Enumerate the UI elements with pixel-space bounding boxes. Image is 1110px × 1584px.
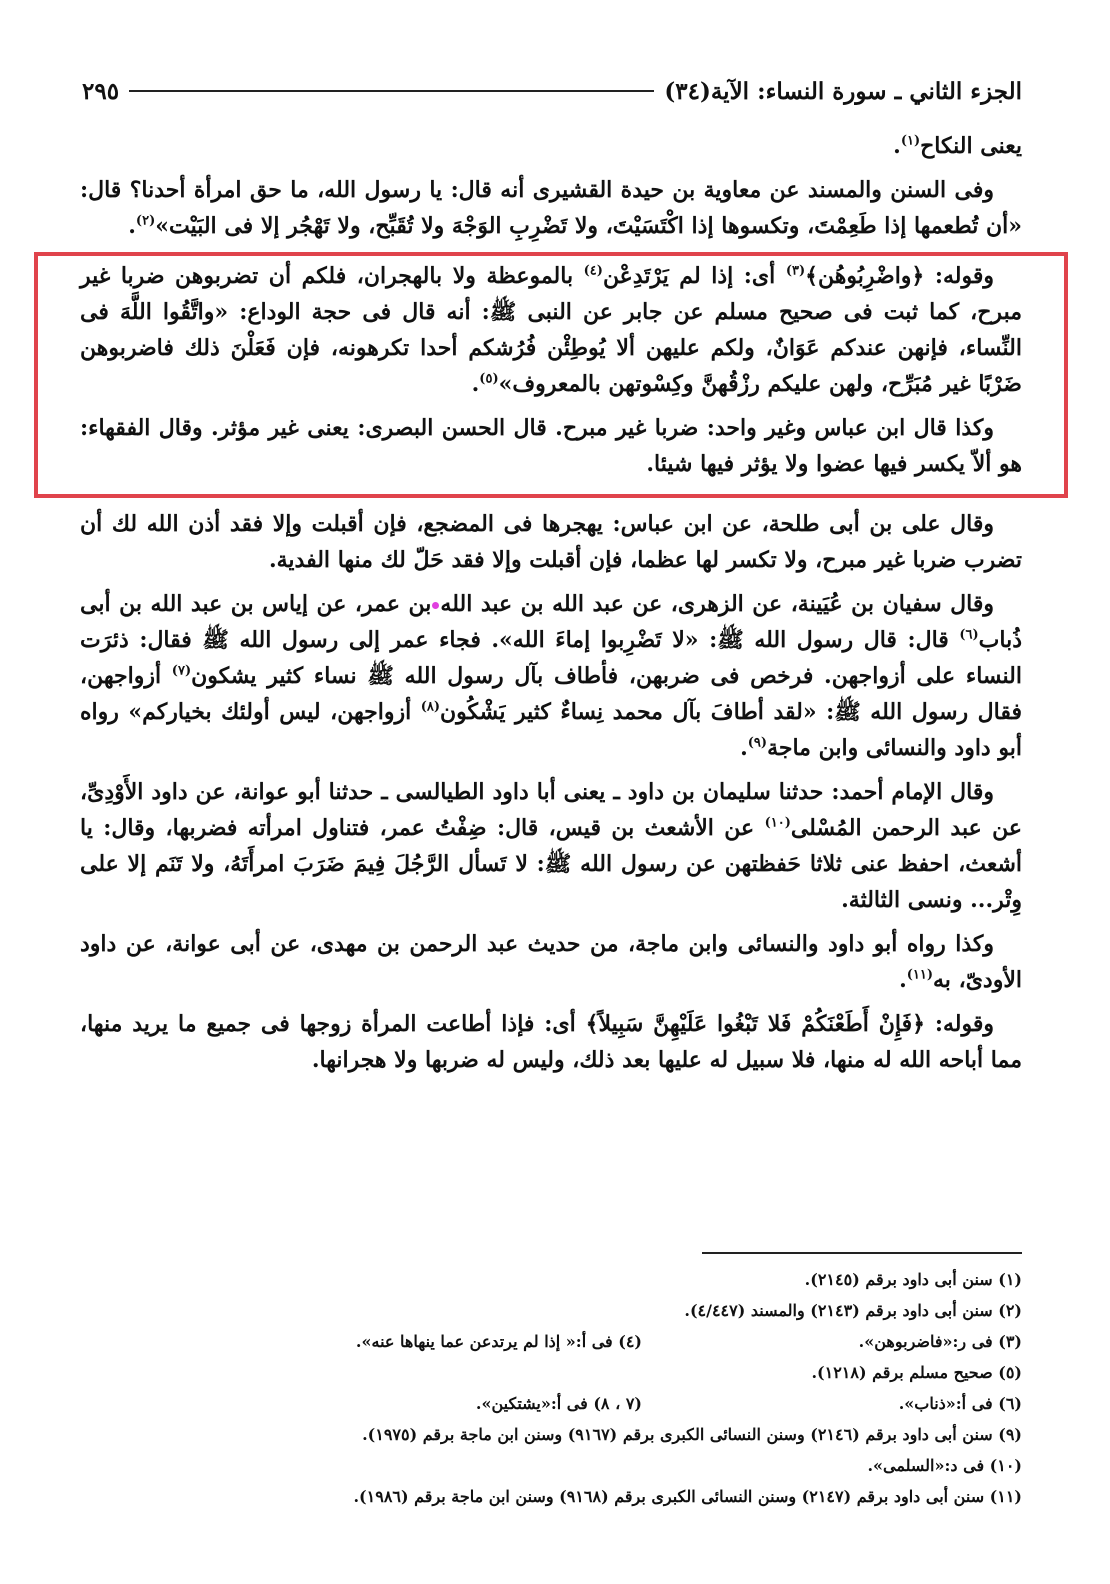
header-rule bbox=[129, 90, 654, 92]
paragraph: وقوله: ﴿فَإِنْ أَطَعْنَكُمْ فَلا تَبْغُوا عَلَيْهِنَّ سَبِيلاً﴾ أى: فإذا أطاعت المرأة زوجها فى جميع ما يريد منها، مما أباحه الله له منها، فلا سبيل له عليها بعد ذلك، وليس له ضربها ولا هجرانها. bbox=[80, 1011, 1022, 1073]
footnote: (٣) فى ر:«فاضربوهن». bbox=[858, 1332, 1022, 1351]
footnote: (٩) سنن أبى داود برقم (٢١٤٦) وسنن النسائى الكبرى برقم (٩١٦٧) وسنن ابن ماجة برقم (١٩٧٥). bbox=[362, 1425, 1022, 1444]
paragraph: يعنى النكاح$^{(١)}$. bbox=[893, 133, 1022, 159]
highlighted-region bbox=[34, 252, 1068, 498]
footnote: (١) سنن أبى داود برقم (٢١٤٥). bbox=[804, 1270, 1022, 1289]
annotation-dot bbox=[432, 602, 439, 609]
paragraph: وكذا قال ابن عباس وغير واحد: ضربا غير مبرح. قال الحسن البصرى: يعنى غير مؤثر. وقال الفقهاء: هو ألاّ يكسر فيها عضوا ولا يؤثر فيها شيئا. bbox=[80, 415, 1022, 477]
footnotes bbox=[80, 1264, 1022, 1512]
page-number: ٢٩٥ bbox=[82, 77, 120, 105]
header-title: الجزء الثاني ـ سورة النساء: الآية(٣٤) bbox=[664, 77, 1022, 105]
footnote-row bbox=[80, 1326, 1022, 1357]
footnote: (٦) فى أ:«ذناب». bbox=[898, 1394, 1022, 1413]
footnote: (١١) سنن أبى داود برقم (٢١٤٧) وسنن النسائى الكبرى برقم (٩١٦٨) وسنن ابن ماجة برقم (١٩٨٦). bbox=[353, 1487, 1022, 1506]
paragraph: وكذا رواه أبو داود والنسائى وابن ماجة، من حديث عبد الرحمن بن مهدى، عن أبى عوانة، عن داود الأودىّ، به$^{(١١)}$. bbox=[80, 931, 1022, 993]
paragraph: وقال الإمام أحمد: حدثنا سليمان بن داود ـ يعنى أبا داود الطيالسى ـ حدثنا أبو عوانة، عن داود الأَوْدِىِّ، عن عبد الرحمن المُسْلى$^{(١٠)}$ عن الأشعث بن قيس، قال: ضِفْتُ عمر، فتناول امرأته فضربها، وقال: يا أشعث، احفظ عنى ثلاثا حَفظتهن عن رسول الله ﷺ: لا تَسأل الرَّجُلَ فِيمَ ضَرَبَ امرأَتَهُ، ولا تَنَم إلا على وِتْر... ونسى الثالثة. bbox=[80, 779, 1022, 913]
running-header bbox=[82, 72, 1022, 110]
footnote-row bbox=[80, 1388, 1022, 1419]
paragraph: وقوله: ﴿واضْرِبُوهُن﴾$^{(٣)}$ أى: إذا لم يَرْتَدِعْن$^{(٤)}$ بالموعظة ولا بالهجران، فلكم أن تضربوهن ضربا غير مبرح، كما ثبت فى صحيح مسلم عن جابر عن النبى ﷺ: أنه قال فى حجة الوداع: «واتَّقُوا اللَّهَ فى النِّساء، فإنهن عندكم عَوَانٌ، ولكم عليهن ألا يُوطِئْن فُرُشكم أحدا تكرهونه، فإن فَعَلْنَ ذلك فاضربوهن ضَرْبًا غير مُبَرِّح، ولهن عليكم رزْقُهنَّ وكِسْوتهن بالمعروف»$^{(٥)}$. bbox=[80, 263, 1022, 397]
paragraph: وقال سفيان بن عُيَينة، عن الزهرى، عن عبد الله بن عبد اللهبن عمر، عن إياس بن عبد الله بن أبى ذُباب$^{(٦)}$ قال: قال رسول الله ﷺ: «لا تَضْرِبوا إماءَ الله». فجاء عمر إلى رسول الله ﷺ فقال: ذئرَت النساء على أزواجهن. فرخص فى ضربهن، فأطاف بآل رسول الله ﷺ نساء كثير يشكون$^{(٧)}$ أزواجهن، فقال رسول الله ﷺ: «لقد أطافَ بآل محمد نِساءٌ كثير يَشْكُون$^{(٨)}$ أزواجهن، ليس أولئك بخياركم» رواه أبو داود والنسائى وابن ماجة$^{(٩)}$. bbox=[80, 591, 1022, 761]
footnote: (٤) فى أ:« إذا لم يرتدعن عما ينهاها عنه». bbox=[355, 1332, 642, 1351]
paragraph: وفى السنن والمسند عن معاوية بن حيدة القشيرى أنه قال: يا رسول الله، ما حق امرأة أحدنا؟ قال: «أن تُطعمها إذا طَعِمْتَ، وتكسوها إذا اكْتَسَيْتَ، ولا تَضْرِبِ الوَجْهَ ولا تُقَبِّح، ولا تَهْجُر إلا فى البَيْت»$^{(٢)}$. bbox=[80, 177, 1022, 239]
footnote: (٥) صحيح مسلم برقم (١٢١٨). bbox=[811, 1363, 1022, 1382]
main-text bbox=[80, 128, 1022, 1086]
paragraph: وقال على بن أبى طلحة، عن ابن عباس: يهجرها فى المضجع، فإن أقبلت وإلا فقد أذن الله لك أن تضرب ضربا غير مبرح، ولا تكسر لها عظما، فإن أقبلت وإلا فقد حَلّ لك منها الفدية. bbox=[80, 511, 1022, 573]
footnote: (٧ ، ٨) فى أ:«يشتكين». bbox=[475, 1394, 642, 1413]
footnote-rule bbox=[702, 1252, 1022, 1254]
footnote: (٢) سنن أبى داود برقم (٢١٤٣) والمسند (٤/٤٤٧). bbox=[684, 1301, 1022, 1320]
footnote: (١٠) فى د:«السلمى». bbox=[867, 1456, 1022, 1475]
